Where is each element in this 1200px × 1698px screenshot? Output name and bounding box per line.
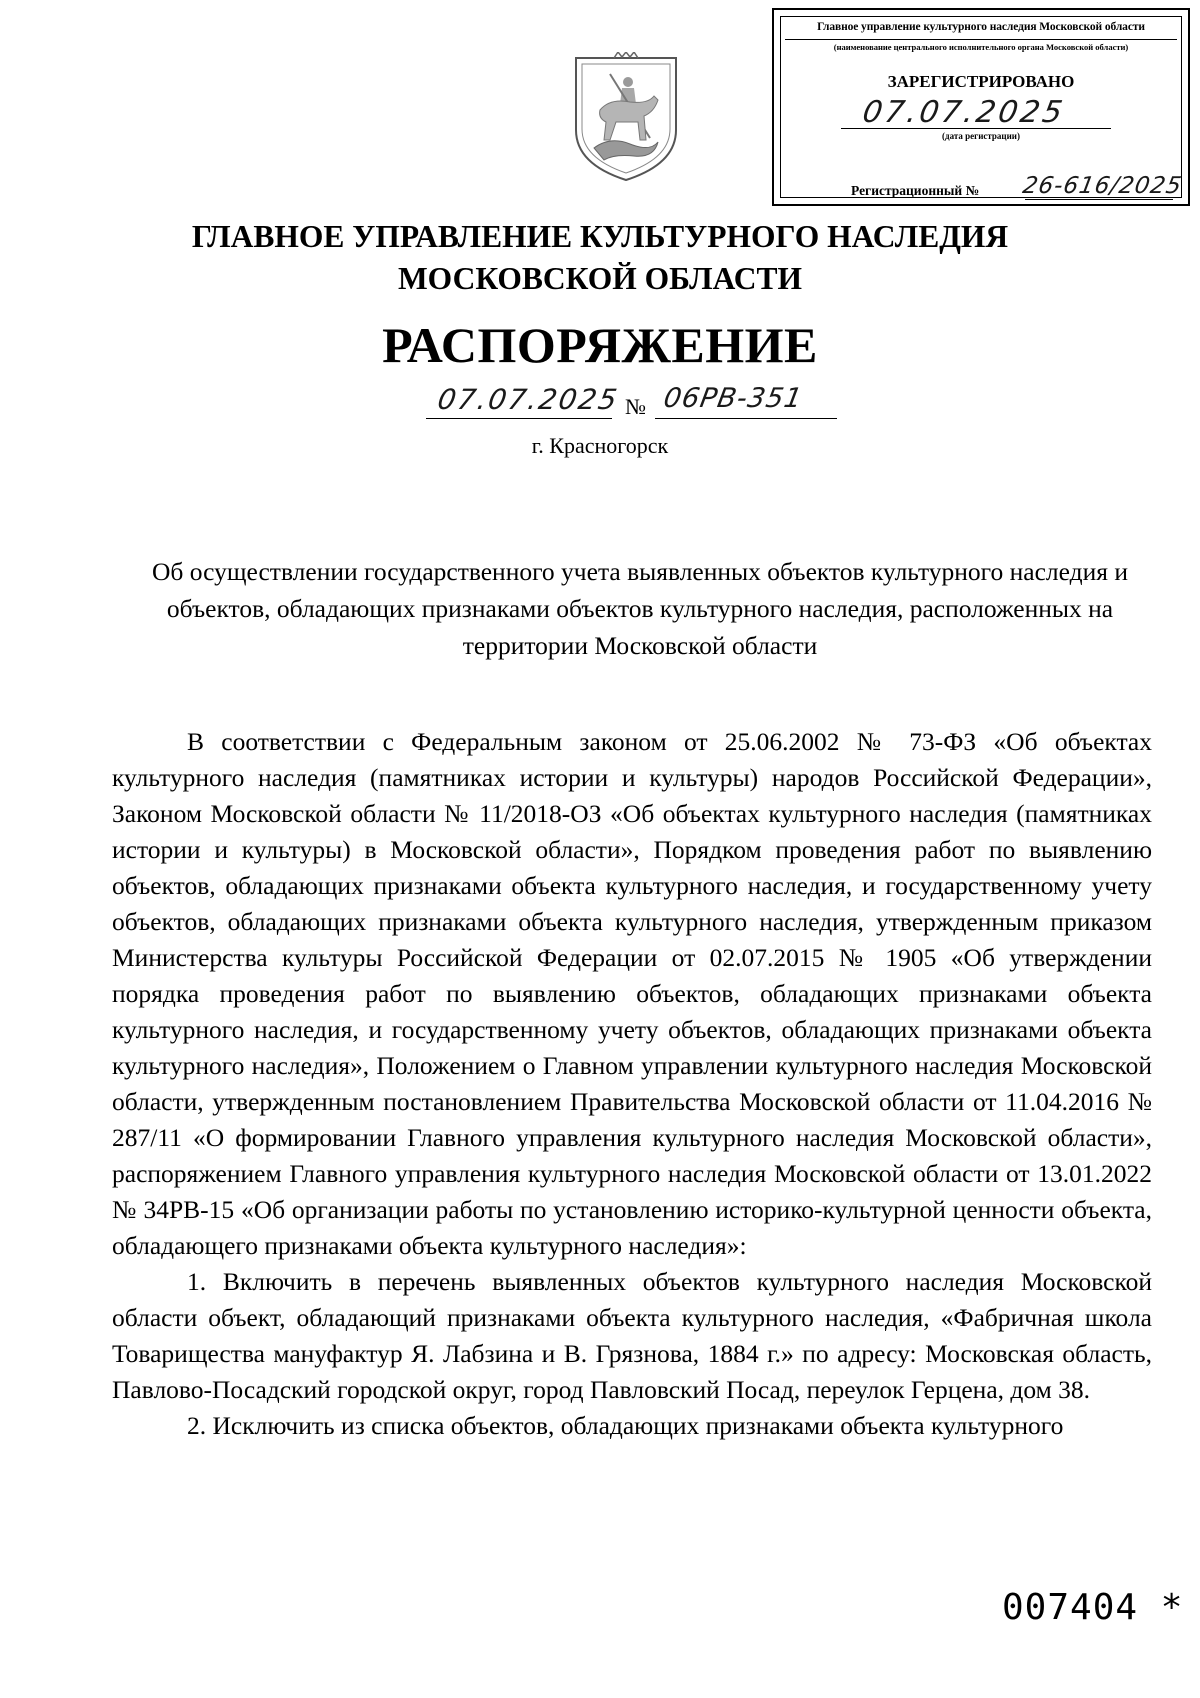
stamp-organization: Главное управление культурного наследия Московской области <box>817 21 1145 33</box>
document-city: г. Красногорск <box>531 433 669 458</box>
organization-title-line1: ГЛАВНОЕ УПРАВЛЕНИЕ КУЛЬТУРНОГО НАСЛЕДИЯ <box>191 219 1009 254</box>
document-number-underline <box>655 418 837 419</box>
stamp-registration-date: 07.07.2025 <box>859 95 1068 130</box>
stamp-organization-underline <box>785 39 1177 40</box>
organization-title <box>0 216 1200 300</box>
document-body <box>112 724 1152 1444</box>
stamp-date-caption: (дата регистрации) <box>942 131 1020 141</box>
registration-stamp <box>772 8 1190 206</box>
stamp-organization-caption: (наименование центрального исполнительного органа Московской области) <box>833 42 1129 52</box>
document-number: 06РВ-351 <box>661 383 806 414</box>
stamp-number-underline <box>1025 199 1173 200</box>
stamp-registration-number: 26-616/2025 <box>1020 173 1185 199</box>
stamp-registration-number-label: Регистрационный № <box>851 183 980 198</box>
document-subject: Об осуществлении государственного учета выявленных объектов культурного наследия и объектов, обладающих признаками объектов культурного наследия, расположенных на территории Московской области <box>152 557 1128 660</box>
document-date: 07.07.2025 <box>435 383 622 416</box>
body-item-2: 2. Исключить из списка объектов, обладающих признаками объекта культурного <box>187 1411 1064 1440</box>
coat-of-arms-icon <box>570 52 682 184</box>
document-date-underline <box>426 418 612 419</box>
document-type: РАСПОРЯЖЕНИЕ <box>382 317 818 373</box>
body-item-1: 1. Включить в перечень выявленных объектов культурного наследия Московской области объект, обладающий признаками объекта культурного наследия, «Фабричная школа Товарищества мануфактур Я. Лабзина и В. Грязнова, 1884 г.» по адресу: Московская область, Павлово-Посадский городской округ, город Павловский Посад, переулок Герцена, дом 38. <box>112 1267 1152 1404</box>
organization-title-line2: МОСКОВСКОЙ ОБЛАСТИ <box>397 261 803 296</box>
page-code: 007404 * <box>1002 1587 1184 1628</box>
stamp-inner-frame <box>780 16 1185 199</box>
stamp-registered-label: ЗАРЕГИСТРИРОВАНО <box>887 72 1075 91</box>
body-preamble: В соответствии с Федеральным законом от 25.06.2002 № 73-ФЗ «Об объектах культурного наследия (памятниках истории и культуры) народов Российской Федерации», Законом Московской области № 11/2018-ОЗ «Об объектах культурного наследия (памятниках истории и культуры) в Московской области», Порядком проведения работ по выявлению объектов, обладающих признаками объекта культурного наследия, и государственному учету объектов, обладающих признаками объекта культурного наследия, утвержденным приказом Министерства культуры Российской Федерации от 02.07.2015 № 1905 «Об утверждении порядка проведения работ по выявлению объектов, обладающих признаками объекта культурного наследия, и государственному учету объектов, обладающих признаками объекта культурного наследия», Положением о Главном управлении культурного наследия Московской области, утвержденным постановлением Правительства Московской области от 11.04.2016 № 287/11 «О формировании Главного управления культурного наследия Московской области», распоряжением Главного управления культурного наследия Московской области от 13.01.2022 № 34РВ-15 «Об организации работы по установлению историко-культурной ценности объекта, обладающего признаками объекта культурного наследия»: <box>112 727 1152 1260</box>
stamp-date-underline <box>841 128 1111 129</box>
document-number-label: № <box>625 394 646 419</box>
